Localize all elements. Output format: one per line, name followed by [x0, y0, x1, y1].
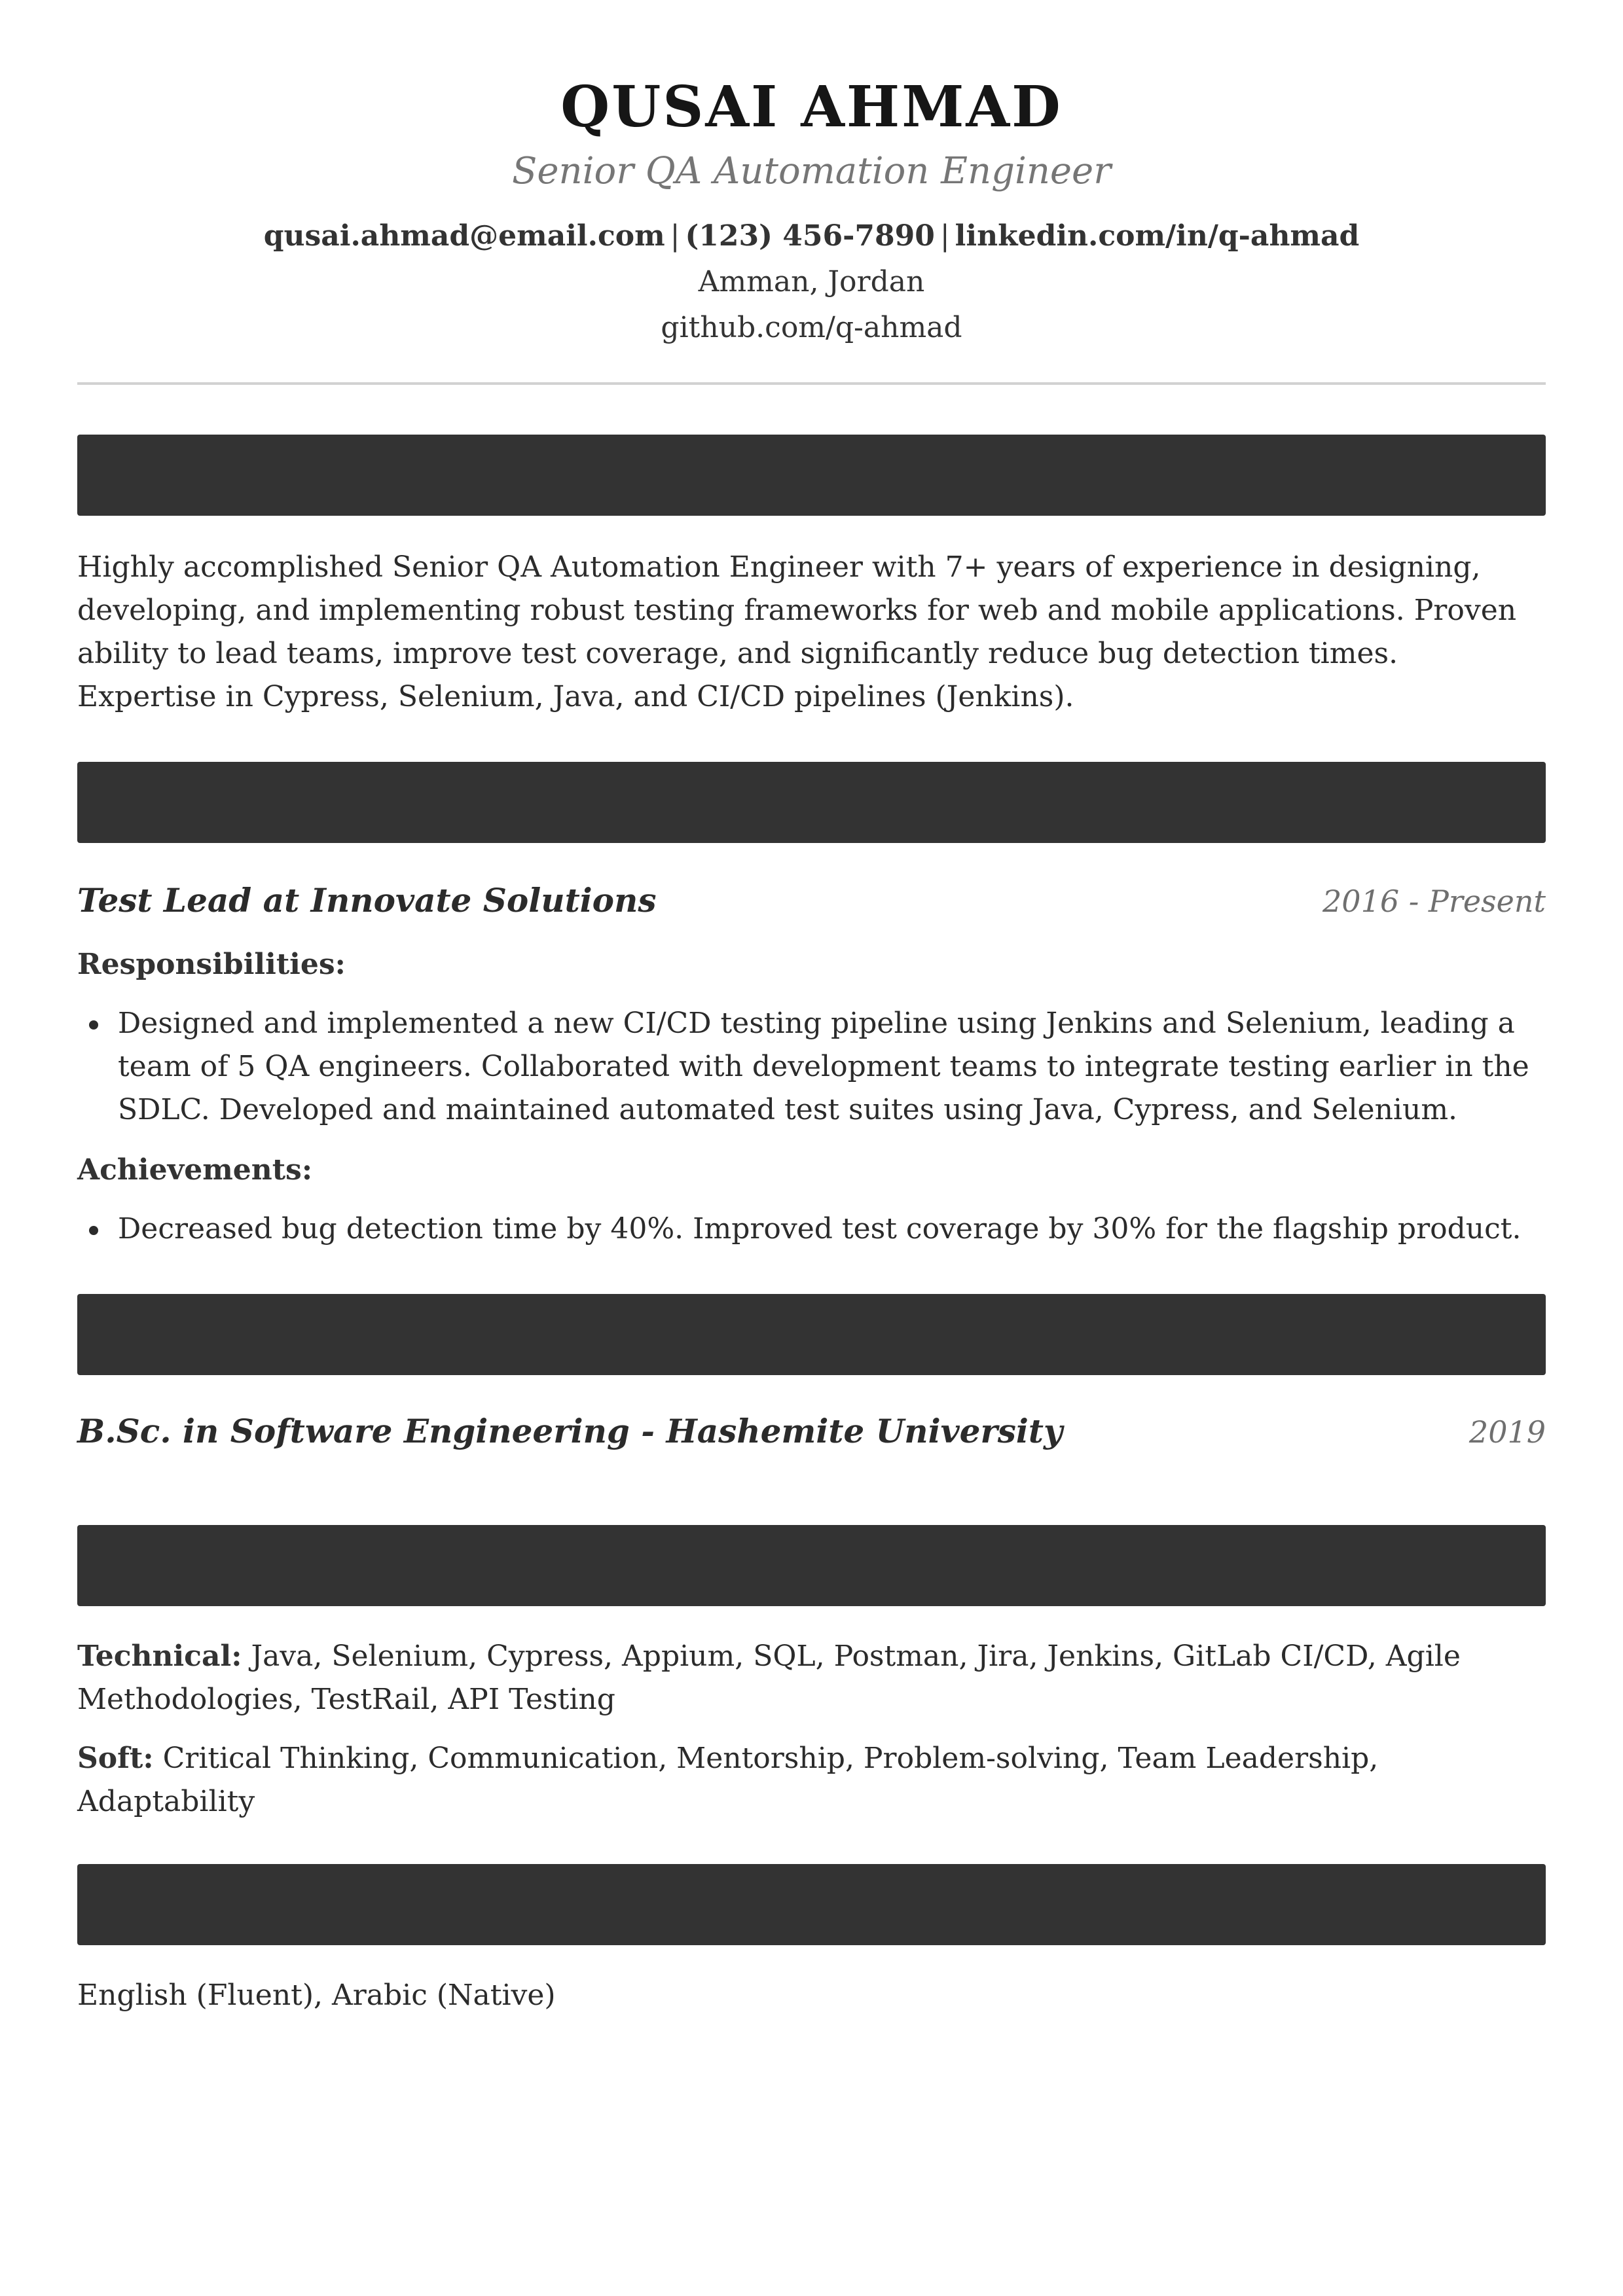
- list-item: [118, 1208, 1546, 1251]
- job-header: [77, 873, 1546, 929]
- job-dates: 2016 - Present: [1322, 884, 1546, 919]
- achievements-list: [77, 1208, 1546, 1251]
- summary-section-bar: [77, 435, 1546, 516]
- contact-separator: |: [670, 219, 680, 253]
- list-item: [118, 1002, 1546, 1132]
- technical-skills-label: Technical:: [77, 1640, 242, 1673]
- candidate-name: QUSAI AHMAD: [560, 74, 1063, 140]
- technical-skills: [77, 1635, 1546, 1721]
- languages-section-bar: [77, 1864, 1546, 1945]
- soft-skills: [77, 1737, 1546, 1823]
- resume-header: [77, 0, 1546, 385]
- summary-text: Highly accomplished Senior QA Automation Engineer with 7+ years of experience in designing, developing, and implementing robust testing frameworks for web and mobile applications. Proven ability to lead teams, improve test coverage, and significantly reduce bug detection times. Expertise in Cypress, Selenium, Java, and CI/CD pipelines (Jenkins).: [77, 550, 1517, 713]
- bullet-icon: [89, 1226, 98, 1235]
- contact-line: [77, 213, 1546, 259]
- graduation-year: 2019: [1468, 1414, 1546, 1450]
- github-link[interactable]: github.com/q-ahmad: [661, 311, 962, 344]
- languages-text: English (Fluent), Arabic (Native): [77, 1979, 556, 2012]
- soft-skills-label: Soft:: [77, 1742, 154, 1775]
- degree: B.Sc. in Software Engineering - Hashemite University: [77, 1412, 1063, 1450]
- responsibilities-heading: Responsibilities:: [77, 948, 346, 981]
- contact-separator: |: [939, 219, 950, 253]
- achievement-text: Decreased bug detection time by 40%. Improved test coverage by 30% for the flagship product.: [118, 1212, 1522, 1246]
- technical-skills-text: Java, Selenium, Cypress, Appium, SQL, Postman, Jira, Jenkins, GitLab CI/CD, Agile Methodologies, TestRail, API Testing: [77, 1640, 1461, 1716]
- soft-skills-text: Critical Thinking, Communication, Mentorship, Problem-solving, Team Leadership, Adaptability: [77, 1742, 1379, 1818]
- education-header: [77, 1404, 1546, 1460]
- achievements-heading: Achievements:: [77, 1153, 313, 1187]
- experience-section-bar: [77, 762, 1546, 843]
- linkedin-link[interactable]: linkedin.com/in/q-ahmad: [955, 219, 1360, 253]
- email-link[interactable]: qusai.ahmad@email.com: [263, 219, 665, 253]
- header-divider: [77, 382, 1546, 385]
- candidate-title: Senior QA Automation Engineer: [512, 150, 1111, 192]
- phone-number[interactable]: (123) 456-7890: [685, 219, 935, 253]
- job-role: Test Lead at Innovate Solutions: [77, 881, 657, 920]
- responsibility-text: Designed and implemented a new CI/CD testing pipeline using Jenkins and Selenium, leading a team of 5 QA engineers. Collaborated with development teams to integrate testing earlier in the SDLC. Developed and maintained automated test suites using Java, Cypress, and Selenium.: [118, 1007, 1529, 1126]
- skills-section-bar: [77, 1525, 1546, 1606]
- education-section-bar: [77, 1294, 1546, 1375]
- responsibilities-list: [77, 1002, 1546, 1132]
- bullet-icon: [89, 1020, 98, 1030]
- location: Amman, Jordan: [698, 265, 925, 298]
